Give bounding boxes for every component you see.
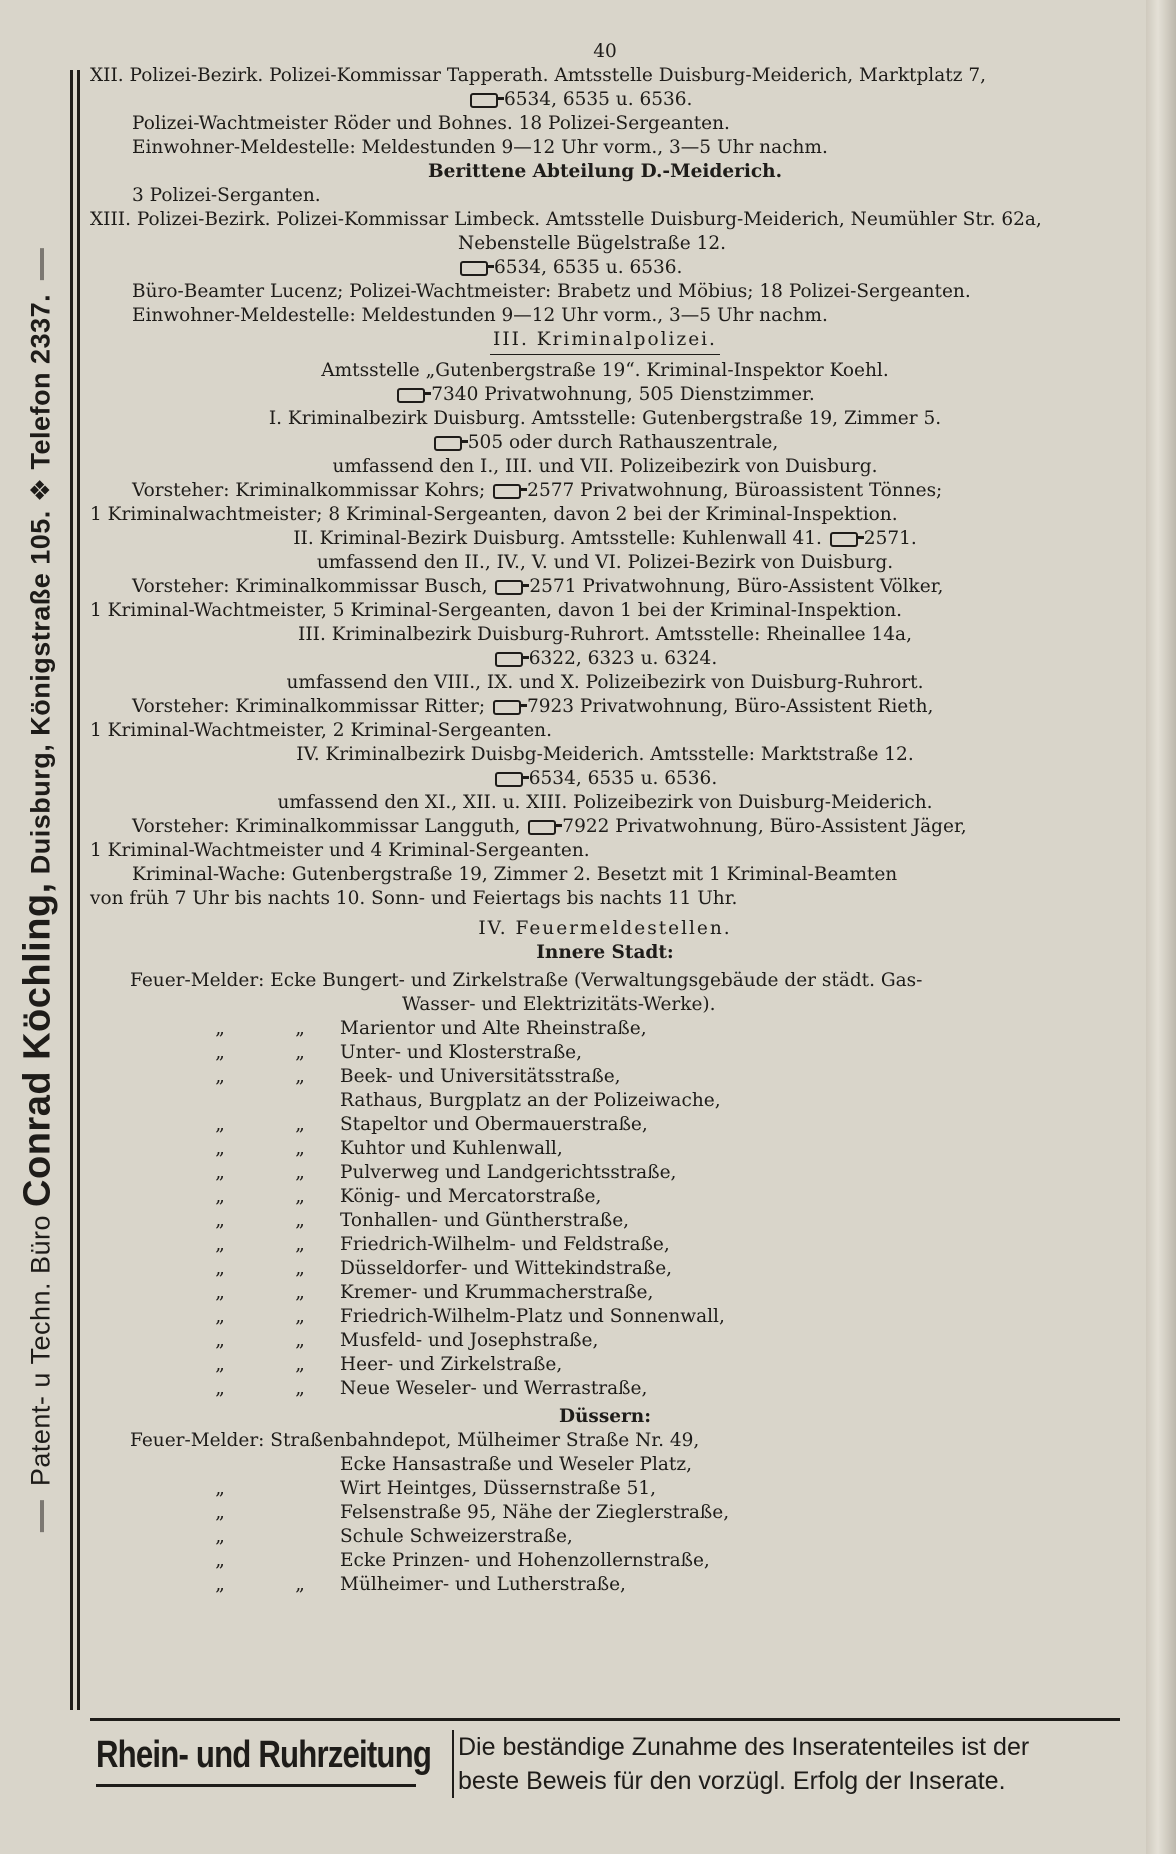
text-line: Vorsteher: Kriminalkommissar Busch, 2571 Privatwohnung, Büro-Assistent Völker, <box>132 576 944 597</box>
text-line: III. Kriminalbezirk Duisburg-Ruhrort. Amtsstelle: Rheinallee 14a, <box>298 624 912 645</box>
ditto-mark: „ <box>295 1210 305 1231</box>
text-line: Feuer-Melder: Ecke Bungert- und Zirkelstraße (Verwaltungsgebäude der städt. Gas- <box>130 970 923 991</box>
main-text <box>90 40 1120 1597</box>
text-line: II. Kriminal-Bezirk Duisburg. Amtsstelle: Kuhlenwall 41. 2571. <box>293 528 917 549</box>
telephone-icon <box>495 580 523 595</box>
list-item-text: Wirt Heintges, Düssernstraße 51, <box>340 1478 657 1499</box>
text-line: XII. Polizei-Bezirk. Polizei-Kommissar Tapperath. Amtsstelle Duisburg-Meiderich, Marktplatz 7, <box>90 65 986 86</box>
page-gutter <box>1146 0 1176 1854</box>
list-item <box>180 1281 1120 1305</box>
sidebar-ad-phone: Telefon 2337. <box>25 293 56 470</box>
list-item-text: Ecke Prinzen- und Hohenzollernstraße, <box>340 1550 710 1571</box>
text-line: Einwohner-Meldestelle: Meldestunden 9—12 Uhr vorm., 3—5 Uhr nachm. <box>132 305 828 326</box>
section-subheading: Berittene Abteilung D.-Meiderich. <box>427 161 783 182</box>
duessern-fire-alarm-list <box>90 1453 1120 1597</box>
page-number: 40 <box>593 41 617 62</box>
ditto-mark: „ <box>295 1354 305 1375</box>
ditto-mark: „ <box>295 1066 305 1087</box>
list-item <box>180 1453 1120 1477</box>
logo-underline <box>96 1784 416 1787</box>
ditto-mark: „ <box>295 1306 305 1327</box>
list-item-text: Kremer- und Krummacherstraße, <box>340 1282 654 1303</box>
footer-ad-line: beste Beweis für den vorzügl. Erfolg der Inserate. <box>458 1767 1006 1795</box>
sidebar-ad-address: Duisburg, Königstraße 105. <box>25 510 56 875</box>
ditto-mark: „ <box>295 1234 305 1255</box>
ditto-mark: „ <box>215 1282 225 1303</box>
ditto-mark: „ <box>215 1574 225 1595</box>
section-subheading: Düssern: <box>558 1406 652 1427</box>
ditto-mark: „ <box>295 1018 305 1039</box>
ditto-mark: „ <box>295 1114 305 1135</box>
text-line: 505 oder durch Rathauszentrale, <box>90 431 1120 455</box>
ditto-mark: „ <box>215 1258 225 1279</box>
divider <box>41 1500 44 1532</box>
telephone-icon <box>493 484 521 499</box>
ditto-mark: „ <box>295 1042 305 1063</box>
ditto-mark: „ <box>295 1162 305 1183</box>
list-item <box>180 1305 1120 1329</box>
ditto-mark: „ <box>215 1550 225 1571</box>
text-line: 7340 Privatwohnung, 505 Dienstzimmer. <box>90 383 1120 407</box>
list-item <box>180 1113 1120 1137</box>
list-item-text: Düsseldorfer- und Wittekindstraße, <box>340 1258 673 1279</box>
footer-ad-text <box>452 1730 1126 1798</box>
list-item-text: Neue Weseler- und Werrastraße, <box>340 1378 648 1399</box>
list-item <box>180 1549 1120 1573</box>
list-item <box>180 1161 1120 1185</box>
ditto-mark: „ <box>215 1526 225 1547</box>
text-line: Vorsteher: Kriminalkommissar Ritter; 7923 Privatwohnung, Büro-Assistent Rieth, <box>132 696 934 717</box>
ditto-mark: „ <box>215 1042 225 1063</box>
divider <box>41 248 44 280</box>
ditto-mark: „ <box>215 1186 225 1207</box>
ditto-mark: „ <box>215 1330 225 1351</box>
list-item-text: Heer- und Zirkelstraße, <box>340 1354 563 1375</box>
ditto-mark: „ <box>295 1574 305 1595</box>
text-line: 6322, 6323 u. 6324. <box>90 647 1120 671</box>
telephone-icon <box>495 772 523 787</box>
list-item-text: Marientor und Alte Rheinstraße, <box>340 1018 647 1039</box>
text-line: Feuer-Melder: Straßenbahndepot, Mülheimer Straße Nr. 49, <box>130 1430 700 1451</box>
list-item <box>180 1017 1120 1041</box>
ditto-mark: „ <box>215 1138 225 1159</box>
list-item <box>180 1137 1120 1161</box>
ditto-mark: „ <box>215 1478 225 1499</box>
list-item <box>180 1501 1120 1525</box>
list-item <box>180 1041 1120 1065</box>
text-line: Büro-Beamter Lucenz; Polizei-Wachtmeister: Brabetz und Möbius; 18 Polizei-Sergeanten. <box>132 281 971 302</box>
sidebar-ad-name: Conrad Köchling, <box>16 882 59 1207</box>
ditto-mark: „ <box>295 1138 305 1159</box>
ditto-mark: „ <box>215 1018 225 1039</box>
text-line: 6534, 6535 u. 6536. <box>90 767 1120 791</box>
list-item-text: Friedrich-Wilhelm- und Feldstraße, <box>340 1234 670 1255</box>
section-heading: III. Kriminalpolizei. <box>493 329 717 350</box>
ditto-mark: „ <box>215 1502 225 1523</box>
ditto-mark: „ <box>215 1378 225 1399</box>
ditto-mark: „ <box>215 1354 225 1375</box>
heading-rule <box>490 354 720 355</box>
footer-rule <box>90 1718 1120 1721</box>
ditto-mark: „ <box>215 1234 225 1255</box>
text-line: Kriminal-Wache: Gutenbergstraße 19, Zimmer 2. Besetzt mit 1 Kriminal-Beamten <box>132 864 898 885</box>
section-subheading: Innere Stadt: <box>536 942 674 963</box>
ditto-mark: „ <box>295 1258 305 1279</box>
list-item-text: Beek- und Universitätsstraße, <box>340 1066 621 1087</box>
footer-advertisement <box>90 1718 1130 1808</box>
list-item <box>180 1185 1120 1209</box>
telephone-icon <box>495 652 523 667</box>
telephone-icon <box>493 700 521 715</box>
text-line: 1 Kriminalwachtmeister; 8 Kriminal-Sergeanten, davon 2 bei der Kriminal-Inspektion. <box>90 504 898 525</box>
list-item-text: Stapeltor und Obermauerstraße, <box>340 1114 648 1135</box>
list-item <box>180 1065 1120 1089</box>
text-line: IV. Kriminalbezirk Duisbg-Meiderich. Amtsstelle: Marktstraße 12. <box>296 744 914 765</box>
list-item-text: Musfeld- und Josephstraße, <box>340 1330 599 1351</box>
text-line: von früh 7 Uhr bis nachts 10. Sonn- und Feiertags bis nachts 11 Uhr. <box>90 888 738 909</box>
list-item <box>180 1377 1120 1401</box>
text-line: umfassend den XI., XII. u. XIII. Polizeibezirk von Duisburg-Meiderich. <box>277 792 933 813</box>
list-item-text: Rathaus, Burgplatz an der Polizeiwache, <box>340 1090 721 1111</box>
inner-city-fire-alarm-list <box>90 1017 1120 1401</box>
telephone-icon <box>528 820 556 835</box>
list-item-text: Unter- und Klosterstraße, <box>340 1042 582 1063</box>
text-line: 1 Kriminal-Wachtmeister, 5 Kriminal-Sergeanten, davon 1 bei der Kriminal-Inspektion. <box>90 600 903 621</box>
list-item <box>180 1089 1120 1113</box>
list-item <box>180 1209 1120 1233</box>
sidebar-ad-part1: Patent- u Techn. Büro <box>25 1214 56 1487</box>
list-item <box>180 1329 1120 1353</box>
text-line: Vorsteher: Kriminalkommissar Kohrs; 2577 Privatwohnung, Büroassistent Tönnes; <box>132 480 943 501</box>
text-line: umfassend den II., IV., V. und VI. Polizei-Bezirk von Duisburg. <box>316 552 894 573</box>
border-line <box>77 70 80 1710</box>
text-line: Vorsteher: Kriminalkommissar Langguth, 7922 Privatwohnung, Büro-Assistent Jäger, <box>132 816 967 837</box>
list-item-text: Pulverweg und Landgerichtsstraße, <box>340 1162 677 1183</box>
text-line: 1 Kriminal-Wachtmeister, 2 Kriminal-Sergeanten. <box>90 720 552 741</box>
list-item-text: König- und Mercatorstraße, <box>340 1186 602 1207</box>
footer-ad-line: Die beständige Zunahme des Inseratenteiles ist der <box>458 1733 1030 1761</box>
text-line: umfassend den I., III. und VII. Polizeibezirk von Duisburg. <box>332 456 878 477</box>
ditto-mark: „ <box>215 1306 225 1327</box>
list-item <box>180 1257 1120 1281</box>
list-item-text: Mülheimer- und Lutherstraße, <box>340 1574 626 1595</box>
text-line: Amtsstelle „Gutenbergstraße 19“. Kriminal-Inspektor Koehl. <box>321 360 889 381</box>
list-item-text: Felsenstraße 95, Nähe der Zieglerstraße, <box>340 1502 730 1523</box>
telephone-icon <box>830 532 858 547</box>
ditto-mark: „ <box>215 1114 225 1135</box>
text-line: Einwohner-Meldestelle: Meldestunden 9—12 Uhr vorm., 3—5 Uhr nachm. <box>132 137 828 158</box>
ditto-mark: „ <box>295 1282 305 1303</box>
list-item <box>180 1477 1120 1501</box>
list-item-text: Schule Schweizerstraße, <box>340 1526 573 1547</box>
ditto-mark: „ <box>295 1330 305 1351</box>
list-item <box>180 1573 1120 1597</box>
list-item-text: Ecke Hansastraße und Weseler Platz, <box>340 1454 692 1475</box>
text-line: I. Kriminalbezirk Duisburg. Amtsstelle: Gutenbergstraße 19, Zimmer 5. <box>268 408 942 429</box>
section-heading: IV. Feuermeldestellen. <box>478 918 732 939</box>
newspaper-logo: Rhein- und Ruhrzeitung <box>96 1734 432 1776</box>
telephone-icon <box>434 436 462 451</box>
sidebar-ad-separator: ❖ <box>25 477 56 503</box>
list-item-text: Friedrich-Wilhelm-Platz und Sonnenwall, <box>340 1306 725 1327</box>
text-line: XIII. Polizei-Bezirk. Polizei-Kommissar Limbeck. Amtsstelle Duisburg-Meiderich, Neumühler Str. 62a, <box>90 209 1042 230</box>
list-item <box>180 1353 1120 1377</box>
list-item <box>180 1233 1120 1257</box>
ditto-mark: „ <box>215 1162 225 1183</box>
text-line: umfassend den VIII., IX. und X. Polizeibezirk von Duisburg-Ruhrort. <box>286 672 924 693</box>
text-line: Polizei-Wachtmeister Röder und Bohnes. 18 Polizei-Sergeanten. <box>132 113 730 134</box>
ditto-mark: „ <box>295 1378 305 1399</box>
ditto-mark: „ <box>215 1066 225 1087</box>
text-line: 1 Kriminal-Wachtmeister und 4 Kriminal-Sergeanten. <box>90 840 590 861</box>
text-line: 6534, 6535 u. 6536. <box>90 88 1120 112</box>
border-line <box>70 70 73 1710</box>
list-item-text: Tonhallen- und Güntherstraße, <box>340 1210 630 1231</box>
text-line: 6534, 6535 u. 6536. <box>90 256 1120 280</box>
text-line: Wasser- und Elektrizitäts-Werke). <box>402 994 716 1015</box>
telephone-icon <box>397 388 425 403</box>
telephone-icon <box>460 261 488 276</box>
telephone-icon <box>470 93 498 108</box>
list-item-text: Kuhtor und Kuhlenwall, <box>340 1138 563 1159</box>
sidebar-advertisement <box>17 242 60 1538</box>
text-line: Nebenstelle Bügelstraße 12. <box>458 233 727 254</box>
list-item <box>180 1525 1120 1549</box>
text-line: 3 Polizei-Serganten. <box>132 185 321 206</box>
ditto-mark: „ <box>215 1210 225 1231</box>
ditto-mark: „ <box>295 1186 305 1207</box>
